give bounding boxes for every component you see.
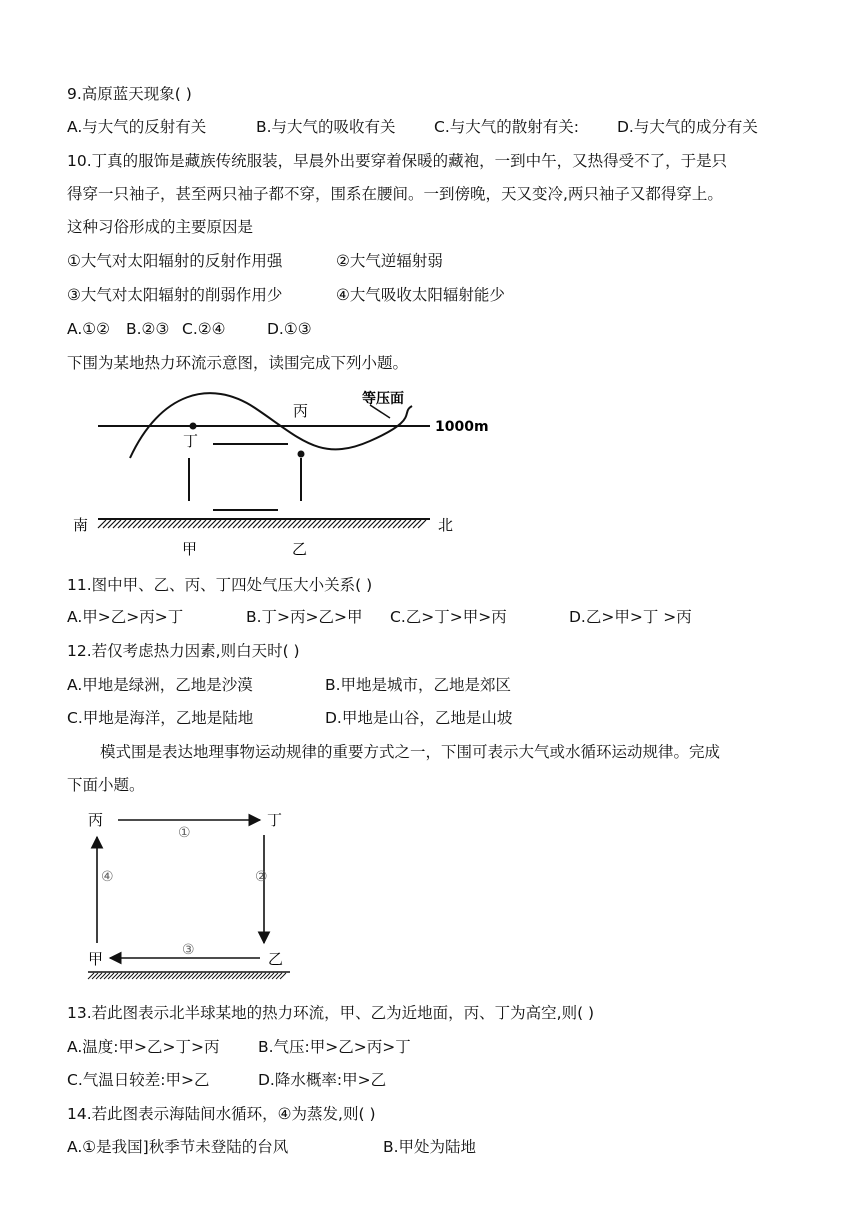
- q12-option-d: D.甲地是山谷，乙地是山坡: [325, 709, 513, 727]
- q13-option-d: D.降水概率:甲>乙: [258, 1071, 387, 1089]
- q12-option-a: A.甲地是绿洲，乙地是沙漠: [67, 676, 253, 694]
- q14-option-b: B.甲处为陆地: [383, 1138, 477, 1156]
- q9-option-d: D.与大气的成分有关: [617, 118, 758, 136]
- point-ding: [190, 423, 197, 430]
- q11-stem: 11.图中甲、乙、丙、丁四处气压大小关系( ): [67, 576, 373, 594]
- intro-1: 下围为某地热力环流示意图，读围完成下列小题。: [67, 354, 409, 372]
- q10-statement-3: ③大气对太阳辐射的削弱作用少: [67, 286, 283, 304]
- label-altitude: 1000m: [435, 419, 489, 435]
- q11-option-c: C.乙>丁>甲>丙: [390, 608, 507, 626]
- label-yi: 乙: [292, 540, 308, 558]
- q10-option-a: A.①②: [67, 320, 111, 338]
- q14-option-a: A.①是我国]秋季节未登陆的台风: [67, 1138, 289, 1156]
- q13-option-b: B.气压:甲>乙>丙>丁: [258, 1038, 411, 1056]
- label-arrow-4: ④: [101, 869, 114, 885]
- q10-statement-1: ①大气对太阳辐射的反射作用强: [67, 252, 283, 270]
- cycle-diagram: [80, 805, 300, 985]
- thermal-circulation-figure: [70, 383, 490, 563]
- q9-stem: 9.高原蓝天现象( ): [67, 85, 192, 103]
- label-bing: 丙: [88, 811, 104, 829]
- q13-option-c: C.气温日较差:甲>乙: [67, 1071, 210, 1089]
- q10-option-c: C.②④: [182, 320, 226, 338]
- label-arrow-2: ②: [255, 869, 268, 885]
- q12-option-c: C.甲地是海洋，乙地是陆地: [67, 709, 254, 727]
- q9-option-c: C.与大气的散射有关:: [434, 118, 579, 136]
- label-south: 南: [73, 516, 89, 534]
- q11-option-a: A.甲>乙>丙>丁: [67, 608, 184, 626]
- ground-hatching-2: [88, 973, 286, 979]
- q10-stem-line-2: 得穿一只袖子，甚至两只袖子都不穿，围系在腰间。一到傍晚，天又变冷,两只袖子又都得穿上。: [67, 185, 723, 203]
- intro-2-line-2: 下面小题。: [67, 776, 145, 794]
- label-arrow-1: ①: [178, 825, 191, 841]
- q10-option-d: D.①③: [267, 320, 312, 338]
- label-jia: 甲: [182, 540, 198, 558]
- q12-stem: 12.若仅考虑热力因素,则白天时( ): [67, 642, 300, 660]
- ground-hatching: [98, 520, 426, 528]
- q11-option-d: D.乙>甲>丁 >丙: [569, 608, 692, 626]
- q13-option-a: A.温度:甲>乙>丁>丙: [67, 1038, 220, 1056]
- label-ding: 丁: [183, 432, 199, 450]
- q10-stem-line-1: 10.丁真的服饰是藏族传统服装，早晨外出要穿着保暖的藏袍，一到中午，又热得受不了，于是只: [67, 152, 728, 170]
- q14-stem: 14.若此图表示海陆间水循环，④为蒸发,则( ): [67, 1105, 376, 1123]
- label-bing: 丙: [293, 402, 309, 420]
- q10-stem-line-3: 这种习俗形成的主要原因是: [67, 218, 254, 236]
- q12-option-b: B.甲地是城市，乙地是郊区: [325, 676, 512, 694]
- q10-statement-2: ②大气逆辐射弱: [336, 252, 443, 270]
- q9-option-b: B.与大气的吸收有关: [256, 118, 396, 136]
- label-jia: 甲: [88, 950, 104, 968]
- point-bing: [298, 451, 305, 458]
- label-yi: 乙: [268, 950, 284, 968]
- q10-option-b: B.②③: [126, 320, 170, 338]
- label-ding: 丁: [267, 811, 283, 829]
- q10-statement-4: ④大气吸收太阳辐射能少: [336, 286, 505, 304]
- label-north: 北: [438, 516, 454, 534]
- label-arrow-3: ③: [182, 942, 195, 958]
- q13-stem: 13.若此图表示北半球某地的热力环流，甲、乙为近地面，丙、丁为高空,则( ): [67, 1004, 595, 1022]
- q9-option-a: A.与大气的反射有关: [67, 118, 207, 136]
- intro-2-line-1: 模式围是表达地理事物运动规律的重要方式之一，下围可表示大气或水循环运动规律。完成: [100, 743, 721, 761]
- q11-option-b: B.丁>丙>乙>甲: [246, 608, 363, 626]
- label-isobar: 等压面: [362, 391, 404, 407]
